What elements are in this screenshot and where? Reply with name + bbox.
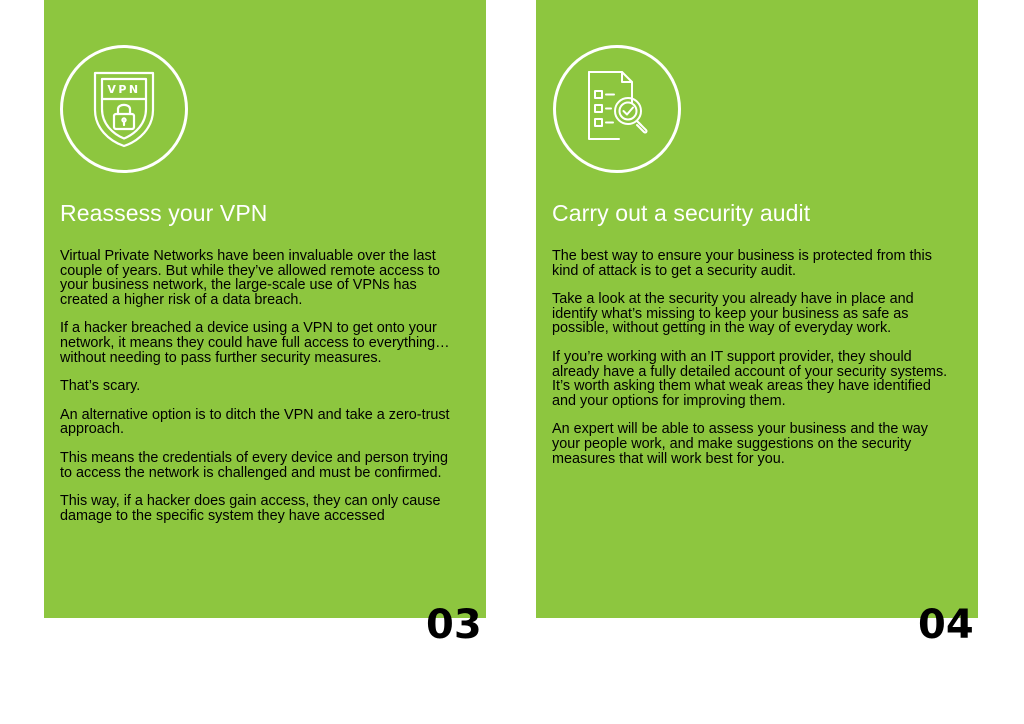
paragraph: This means the credentials of every device and person trying to access the network is challenged and must be confirmed. bbox=[60, 449, 448, 481]
paragraph: Virtual Private Networks have been invaluable over the last couple of years. But while they’ve allowed remote access to your business network, the large-scale use of VPNs has created a higher risk of a data breach. bbox=[60, 248, 440, 308]
vpn-shield-lock-icon bbox=[63, 48, 185, 170]
page-number-04: 04 bbox=[918, 602, 974, 648]
paragraph: This way, if a hacker does gain access, they can only cause damage to the specific system they have accessed bbox=[60, 493, 441, 524]
security-audit-panel bbox=[536, 0, 978, 618]
paragraph: If a hacker breached a device using a VPN to get onto your network, it means they could have full access to everything… without needing to pass further security measures. bbox=[60, 320, 450, 366]
paragraph: If you’re working with an IT support provider, they should already have a fully detailed account of your security systems. It’s worth asking them what weak areas they have identified and your options for improving them. bbox=[552, 348, 948, 409]
paragraph: That’s scary. bbox=[60, 378, 141, 395]
paragraph: Take a look at the security you already have in place and identify what’s missing to keep your business as safe as possible, without getting in the way of everyday work. bbox=[552, 291, 914, 337]
vpn-section-title: Reassess your VPN bbox=[60, 200, 268, 226]
vpn-section-body bbox=[60, 249, 460, 537]
security-audit-title: Carry out a security audit bbox=[552, 200, 811, 226]
page-number-03: 03 bbox=[426, 602, 482, 648]
security-audit-body bbox=[552, 249, 952, 480]
paragraph: The best way to ensure your business is protected from this kind of attack is to get a security audit. bbox=[552, 248, 932, 279]
audit-icon-circle bbox=[553, 45, 681, 173]
vpn-icon-circle bbox=[60, 45, 188, 173]
paragraph: An alternative option is to ditch the VPN and take a zero-trust approach. bbox=[60, 406, 450, 438]
vpn-panel bbox=[44, 0, 486, 618]
security-audit-checklist-icon bbox=[556, 48, 678, 170]
vpn-icon-label: VPN bbox=[107, 83, 141, 96]
paragraph: An expert will be able to assess your business and the way your people work, and make suggestions on the security measures that will work best for you. bbox=[552, 421, 928, 467]
